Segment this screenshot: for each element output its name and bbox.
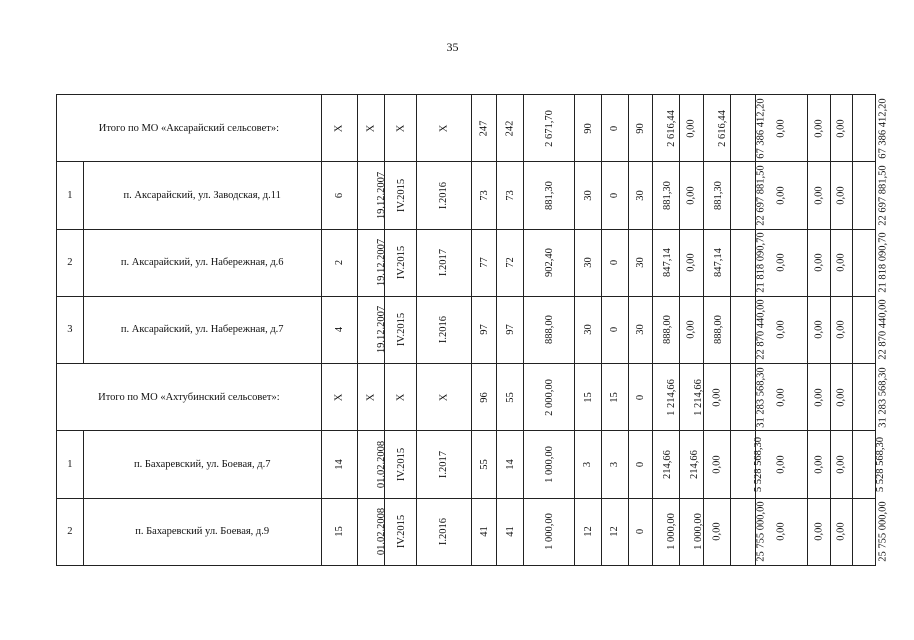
cell-value: 3 bbox=[609, 461, 621, 468]
page-number: 35 bbox=[446, 40, 459, 54]
cell-value: Х bbox=[333, 124, 345, 132]
value-cell bbox=[471, 95, 497, 162]
cell-value: 214,66 bbox=[662, 450, 674, 479]
cell-value: 0 bbox=[609, 125, 621, 131]
cell-value: 0,00 bbox=[813, 320, 825, 340]
value-cell bbox=[601, 162, 628, 229]
cell-value: 31 283 568,30 bbox=[755, 367, 767, 428]
cell-value: 4 bbox=[333, 327, 345, 333]
cell-value: 72 bbox=[504, 257, 516, 268]
cell-value: 902,40 bbox=[543, 248, 555, 278]
cell-value: 31 283 568,30 bbox=[877, 367, 889, 428]
value-cell bbox=[830, 498, 853, 565]
value-cell bbox=[830, 162, 853, 229]
value-cell bbox=[321, 162, 357, 229]
value-cell bbox=[853, 95, 889, 162]
value-cell bbox=[830, 95, 853, 162]
cell-value: 22 697 881,50 bbox=[877, 165, 889, 226]
value-cell bbox=[471, 229, 497, 296]
value-cell bbox=[321, 296, 357, 363]
cell-value: 0,00 bbox=[835, 455, 847, 474]
value-cell bbox=[385, 364, 417, 431]
value-cell bbox=[653, 229, 680, 296]
cell-value: 881,30 bbox=[662, 180, 674, 210]
cell-value: 2 671,70 bbox=[543, 109, 555, 147]
value-cell bbox=[653, 95, 680, 162]
cell-value: 14 bbox=[504, 459, 516, 470]
value-cell bbox=[731, 296, 767, 363]
value-cell bbox=[679, 431, 704, 498]
value-cell bbox=[601, 229, 628, 296]
value-cell bbox=[679, 364, 704, 431]
cell-value: 67 386 412,20 bbox=[755, 97, 767, 159]
cell-value: 22 870 440,00 bbox=[877, 299, 889, 361]
value-cell bbox=[601, 296, 628, 363]
value-cell bbox=[679, 95, 704, 162]
value-cell bbox=[830, 364, 853, 431]
cell-value: IV.2015 bbox=[396, 515, 408, 549]
cell-value: 2 bbox=[333, 260, 345, 266]
address-cell: п. Бахаревский ул. Боевая, д.9 bbox=[83, 498, 321, 565]
cell-value: 30 bbox=[582, 324, 594, 336]
cell-value: 0,00 bbox=[711, 388, 723, 407]
cell-value: 97 bbox=[504, 324, 516, 336]
total-label: Итого по МО «Ахтубинский сельсовет»: bbox=[57, 364, 322, 431]
cell-value: 0 bbox=[634, 461, 646, 468]
value-cell bbox=[731, 95, 767, 162]
cell-value: 01.02.2008 bbox=[375, 508, 387, 556]
cell-value: 14 bbox=[333, 459, 345, 470]
total-row bbox=[57, 364, 876, 431]
cell-value: IV.2015 bbox=[396, 447, 408, 482]
value-cell bbox=[731, 431, 765, 498]
value-cell bbox=[808, 431, 831, 498]
cell-value: 12 bbox=[582, 526, 594, 538]
cell-value: I.2016 bbox=[438, 518, 450, 546]
cell-value: Х bbox=[438, 124, 450, 132]
table-row bbox=[57, 498, 876, 565]
cell-value: 2 616,44 bbox=[666, 109, 678, 147]
cell-value: 2 616,44 bbox=[717, 109, 729, 147]
value-cell bbox=[471, 296, 497, 363]
cell-value: 19.12.2007 bbox=[375, 239, 387, 287]
cell-value: 0,00 bbox=[835, 320, 847, 340]
cell-value: 90 bbox=[582, 122, 594, 134]
value-cell bbox=[679, 498, 704, 565]
cell-value: 888,00 bbox=[662, 315, 674, 345]
cell-value: 21 818 090,70 bbox=[877, 232, 889, 293]
cell-value: 0,00 bbox=[775, 118, 787, 138]
value-cell bbox=[704, 229, 731, 296]
cell-value: 888,00 bbox=[543, 315, 555, 345]
cell-value: 0 bbox=[634, 529, 646, 535]
value-cell bbox=[357, 296, 385, 363]
value-cell bbox=[628, 364, 653, 431]
value-cell bbox=[523, 162, 574, 229]
value-cell bbox=[575, 498, 602, 565]
value-cell bbox=[357, 229, 385, 296]
value-cell bbox=[853, 364, 889, 431]
cell-value: 1 214,66 bbox=[692, 378, 704, 416]
value-cell bbox=[385, 162, 417, 229]
cell-value: 881,30 bbox=[713, 180, 725, 210]
value-cell bbox=[575, 431, 602, 498]
table-row bbox=[57, 431, 876, 498]
value-cell bbox=[853, 498, 889, 565]
value-cell bbox=[653, 431, 680, 498]
value-cell bbox=[497, 431, 524, 498]
value-cell bbox=[731, 364, 767, 431]
cell-value: 0,00 bbox=[686, 253, 698, 272]
cell-value: Х bbox=[365, 393, 377, 402]
cell-value: 0,00 bbox=[775, 253, 787, 272]
cell-value: 6 bbox=[333, 192, 345, 199]
value-cell bbox=[731, 229, 767, 296]
value-cell bbox=[808, 95, 831, 162]
value-cell bbox=[417, 364, 471, 431]
cell-value: 77 bbox=[478, 257, 490, 268]
value-cell bbox=[653, 498, 680, 565]
value-cell bbox=[853, 431, 887, 498]
cell-value: 41 bbox=[478, 526, 490, 538]
value-cell bbox=[417, 296, 471, 363]
cell-value: 0,00 bbox=[813, 118, 825, 138]
cell-value: 01.02.2008 bbox=[375, 440, 387, 489]
value-cell bbox=[808, 229, 831, 296]
value-cell bbox=[628, 95, 653, 162]
row-number: 3 bbox=[57, 296, 84, 363]
cell-value: Х bbox=[438, 393, 450, 402]
value-cell bbox=[704, 296, 731, 363]
value-cell bbox=[385, 431, 417, 498]
value-cell bbox=[523, 296, 574, 363]
value-cell bbox=[357, 498, 385, 565]
value-cell bbox=[321, 364, 357, 431]
cell-value: 881,30 bbox=[543, 180, 555, 210]
value-cell bbox=[628, 498, 653, 565]
cell-value: 0,00 bbox=[835, 186, 847, 205]
value-cell bbox=[471, 364, 497, 431]
value-cell bbox=[830, 431, 853, 498]
cell-value: 0 bbox=[609, 260, 621, 266]
cell-value: 0,00 bbox=[686, 118, 698, 138]
cell-value: 0 bbox=[634, 394, 646, 400]
value-cell bbox=[704, 364, 731, 431]
cell-value: 97 bbox=[478, 324, 490, 336]
cell-value: 0 bbox=[609, 192, 621, 199]
address-cell: п. Бахаревский, ул. Боевая, д.7 bbox=[83, 431, 321, 498]
value-cell bbox=[628, 431, 653, 498]
row-number: 2 bbox=[57, 498, 84, 565]
cell-value: 30 bbox=[634, 257, 646, 268]
value-cell bbox=[808, 364, 831, 431]
cell-value: I.2016 bbox=[438, 316, 450, 344]
cell-value: 0,00 bbox=[775, 388, 787, 407]
cell-value: 0,00 bbox=[835, 388, 847, 407]
value-cell bbox=[471, 498, 497, 565]
cell-value: 0,00 bbox=[711, 455, 723, 474]
value-cell bbox=[653, 162, 680, 229]
value-cell bbox=[731, 162, 767, 229]
cell-value: 0,00 bbox=[775, 455, 787, 474]
value-cell bbox=[628, 229, 653, 296]
cell-value: 242 bbox=[504, 120, 516, 137]
cell-value: 30 bbox=[634, 190, 646, 201]
value-cell bbox=[385, 296, 417, 363]
value-cell bbox=[575, 95, 602, 162]
value-cell bbox=[497, 229, 524, 296]
cell-value: 12 bbox=[609, 526, 621, 538]
value-cell bbox=[321, 95, 357, 162]
value-cell bbox=[601, 498, 628, 565]
value-cell bbox=[575, 162, 602, 229]
cell-value: Х bbox=[395, 393, 407, 402]
value-cell bbox=[731, 498, 767, 565]
value-cell bbox=[385, 229, 417, 296]
value-cell bbox=[808, 498, 831, 565]
cell-value: 30 bbox=[634, 324, 646, 336]
cell-value: 847,14 bbox=[713, 248, 725, 278]
cell-value: I.2016 bbox=[438, 181, 450, 209]
cell-value: Х bbox=[333, 393, 345, 402]
address-cell: п. Аксарайский, ул. Набережная, д.7 bbox=[83, 296, 321, 363]
cell-value: 22 697 881,50 bbox=[755, 165, 767, 226]
value-cell bbox=[601, 364, 628, 431]
value-cell bbox=[385, 498, 417, 565]
cell-value: 888,00 bbox=[713, 315, 725, 345]
cell-value: 2 000,00 bbox=[543, 378, 555, 416]
value-cell bbox=[497, 296, 524, 363]
cell-value: 55 bbox=[504, 392, 516, 403]
cell-value: 1 000,00 bbox=[692, 513, 704, 551]
value-cell bbox=[704, 498, 731, 565]
cell-value: 30 bbox=[582, 257, 594, 268]
cell-value: 55 bbox=[478, 459, 490, 470]
value-cell bbox=[385, 95, 417, 162]
value-cell bbox=[808, 296, 831, 363]
value-cell bbox=[653, 364, 680, 431]
cell-value: 0,00 bbox=[813, 522, 825, 542]
value-cell bbox=[357, 364, 385, 431]
total-row bbox=[57, 95, 876, 162]
value-cell bbox=[601, 431, 628, 498]
cell-value: 90 bbox=[634, 122, 646, 134]
value-cell bbox=[321, 431, 357, 498]
cell-value: 0,00 bbox=[813, 253, 825, 272]
cell-value: 3 bbox=[582, 461, 594, 468]
row-number: 1 bbox=[57, 431, 84, 498]
value-cell bbox=[523, 498, 574, 565]
cell-value: 5 528 568,30 bbox=[753, 436, 765, 493]
cell-value: 0,00 bbox=[775, 186, 787, 205]
value-cell bbox=[704, 95, 731, 162]
cell-value: IV.2015 bbox=[396, 178, 408, 213]
row-number: 2 bbox=[57, 229, 84, 296]
value-cell bbox=[357, 95, 385, 162]
value-cell bbox=[321, 498, 357, 565]
cell-value: 0,00 bbox=[711, 522, 723, 542]
table-row bbox=[57, 296, 876, 363]
cell-value: IV.2015 bbox=[396, 313, 408, 347]
value-cell bbox=[497, 162, 524, 229]
cell-value: 5 528 568,30 bbox=[875, 436, 887, 493]
cell-value: IV.2015 bbox=[396, 246, 408, 280]
value-cell bbox=[679, 162, 704, 229]
value-cell bbox=[704, 162, 731, 229]
cell-value: 21 818 090,70 bbox=[755, 232, 767, 293]
cell-value: 0,00 bbox=[813, 455, 825, 474]
value-cell bbox=[830, 296, 853, 363]
value-cell bbox=[679, 296, 704, 363]
table-row bbox=[57, 162, 876, 229]
value-cell bbox=[357, 162, 385, 229]
cell-value: 30 bbox=[582, 190, 594, 201]
value-cell bbox=[704, 431, 731, 498]
cell-value: 0,00 bbox=[775, 522, 787, 542]
value-cell bbox=[471, 431, 497, 498]
value-cell bbox=[417, 162, 471, 229]
cell-value: 96 bbox=[478, 392, 490, 403]
cell-value: I.2017 bbox=[438, 249, 450, 277]
value-cell bbox=[357, 431, 385, 498]
value-cell bbox=[853, 229, 889, 296]
cell-value: 0,00 bbox=[686, 320, 698, 340]
cell-value: 0 bbox=[609, 327, 621, 333]
cell-value: 25 755 000,00 bbox=[877, 501, 889, 563]
value-cell bbox=[808, 162, 831, 229]
cell-value: 1 214,66 bbox=[666, 378, 678, 416]
value-cell bbox=[523, 431, 574, 498]
cell-value: 214,66 bbox=[688, 450, 700, 479]
value-cell bbox=[628, 162, 653, 229]
value-cell bbox=[853, 296, 889, 363]
cell-value: 19.12.2007 bbox=[375, 306, 387, 354]
cell-value: 41 bbox=[504, 526, 516, 538]
cell-value: 1 000,00 bbox=[666, 513, 678, 551]
cell-value: 0,00 bbox=[686, 186, 698, 205]
cell-value: 73 bbox=[478, 190, 490, 201]
cell-value: 15 bbox=[333, 526, 345, 538]
cell-value: 1 000,00 bbox=[543, 446, 555, 483]
value-cell bbox=[417, 95, 471, 162]
cell-value: 1 000,00 bbox=[543, 513, 555, 551]
cell-value: I.2017 bbox=[438, 450, 450, 479]
cell-value: 0,00 bbox=[835, 253, 847, 272]
cell-value: Х bbox=[395, 124, 407, 132]
cell-value: 15 bbox=[582, 392, 594, 403]
value-cell bbox=[497, 95, 524, 162]
value-cell bbox=[523, 95, 574, 162]
value-cell bbox=[497, 364, 524, 431]
cell-value: 0,00 bbox=[813, 186, 825, 205]
value-cell bbox=[321, 229, 357, 296]
register-table bbox=[56, 94, 889, 566]
value-cell bbox=[601, 95, 628, 162]
address-cell: п. Аксарайский, ул. Набережная, д.6 bbox=[83, 229, 321, 296]
cell-value: 0,00 bbox=[835, 522, 847, 542]
value-cell bbox=[575, 296, 602, 363]
value-cell bbox=[679, 229, 704, 296]
cell-value: Х bbox=[365, 124, 377, 132]
value-cell bbox=[653, 296, 680, 363]
value-cell bbox=[853, 162, 889, 229]
cell-value: 25 755 000,00 bbox=[755, 501, 767, 563]
value-cell bbox=[497, 498, 524, 565]
cell-value: 15 bbox=[609, 392, 621, 403]
cell-value: 247 bbox=[478, 120, 490, 137]
value-cell bbox=[523, 229, 574, 296]
value-cell bbox=[575, 229, 602, 296]
value-cell bbox=[830, 229, 853, 296]
value-cell bbox=[575, 364, 602, 431]
row-number: 1 bbox=[57, 162, 84, 229]
value-cell bbox=[471, 162, 497, 229]
value-cell bbox=[628, 296, 653, 363]
cell-value: 19.12.2007 bbox=[375, 171, 387, 220]
cell-value: 0,00 bbox=[775, 320, 787, 340]
table-row bbox=[57, 229, 876, 296]
value-cell bbox=[417, 229, 471, 296]
value-cell bbox=[523, 364, 574, 431]
cell-value: 0,00 bbox=[813, 388, 825, 407]
value-cell bbox=[417, 498, 471, 565]
cell-value: 0,00 bbox=[835, 118, 847, 138]
cell-value: 847,14 bbox=[662, 248, 674, 278]
total-label: Итого по МО «Аксарайский сельсовет»: bbox=[57, 95, 322, 162]
address-cell: п. Аксарайский, ул. Заводская, д.11 bbox=[83, 162, 321, 229]
cell-value: 22 870 440,00 bbox=[755, 299, 767, 361]
value-cell bbox=[417, 431, 471, 498]
cell-value: 73 bbox=[504, 190, 516, 201]
cell-value: 67 386 412,20 bbox=[877, 97, 889, 159]
